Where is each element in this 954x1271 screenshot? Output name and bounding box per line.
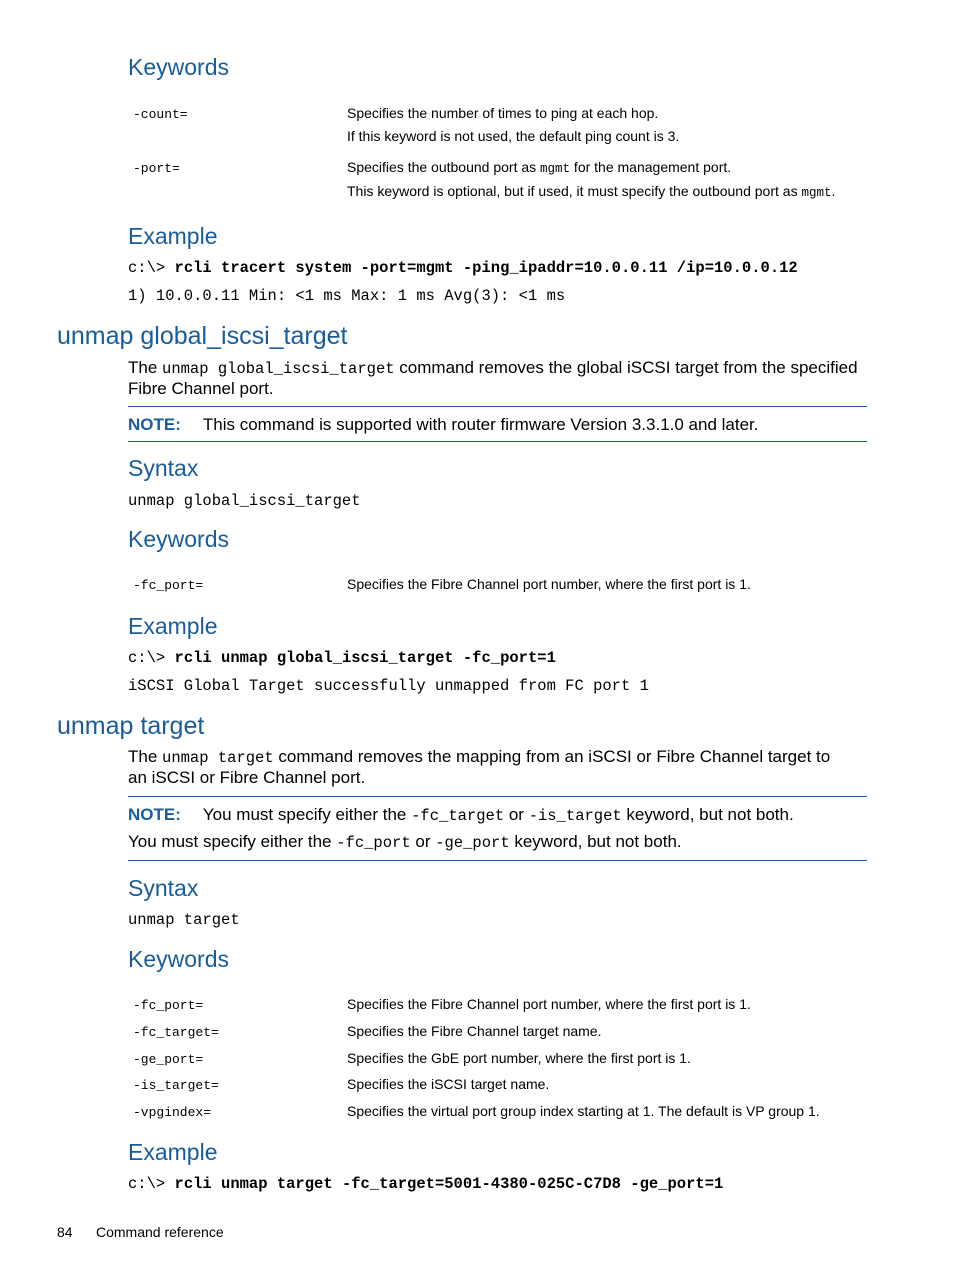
keyword-port: -port= xyxy=(133,161,180,176)
keyword-count-desc-line2: If this keyword is not used, the default ping count is 3. xyxy=(347,128,680,144)
keyword-is-target-desc: Specifies the iSCSI target name. xyxy=(347,1076,550,1092)
note-label: NOTE: xyxy=(128,415,181,434)
note-bottom-rule xyxy=(128,860,867,861)
section3-intro-line1: The unmap target command removes the mapping from an iSCSI or Fibre Channel target to xyxy=(128,747,831,767)
keyword-ge-port-desc: Specifies the GbE port number, where the first port is 1. xyxy=(347,1050,691,1066)
keywords-heading: Keywords xyxy=(128,54,229,80)
keyword-fc-port-desc: Specifies the Fibre Channel port number, where the first port is 1. xyxy=(347,576,751,592)
page-number: 84 xyxy=(57,1224,73,1240)
example-heading: Example xyxy=(128,1139,218,1165)
keywords-heading: Keywords xyxy=(128,946,229,972)
note-line2: You must specify either the -fc_port or -ge_port keyword, but not both. xyxy=(128,832,682,852)
note-top-rule xyxy=(128,796,867,797)
note-box xyxy=(128,416,759,433)
keyword-fc-port: -fc_port= xyxy=(133,578,204,593)
keyword-fc-target: -fc_target= xyxy=(133,1025,219,1040)
example-heading: Example xyxy=(128,613,218,639)
footer-section-name: Command reference xyxy=(96,1224,224,1240)
example-command: c:\> rcli tracert system -port=mgmt -ping_ipaddr=10.0.0.11 /ip=10.0.0.12 xyxy=(128,259,798,277)
example-output: iSCSI Global Target successfully unmapped from FC port 1 xyxy=(128,677,649,695)
syntax-heading: Syntax xyxy=(128,455,199,481)
note-top-rule xyxy=(128,406,867,407)
section2-intro-line1: The unmap global_iscsi_target command removes the global iSCSI target from the specified xyxy=(128,358,858,378)
example-output: 1) 10.0.0.11 Min: <1 ms Max: 1 ms Avg(3): <1 ms xyxy=(128,287,566,305)
example-command: c:\> rcli unmap target -fc_target=5001-4380-025C-C7D8 -ge_port=1 xyxy=(128,1175,724,1193)
syntax-line: unmap global_iscsi_target xyxy=(128,492,361,510)
keyword-count: -count= xyxy=(133,107,188,122)
note-text: This command is supported with router firmware Version 3.3.1.0 and later. xyxy=(202,415,759,434)
keyword-fc-port: -fc_port= xyxy=(133,998,204,1013)
note-bottom-rule xyxy=(128,441,867,442)
keyword-fc-target-desc: Specifies the Fibre Channel target name. xyxy=(347,1023,602,1039)
section3-intro-line2: an iSCSI or Fibre Channel port. xyxy=(128,768,366,787)
keyword-port-desc-line1: Specifies the outbound port as mgmt for the management port. xyxy=(347,159,732,176)
example-heading: Example xyxy=(128,223,218,249)
example-command: c:\> rcli unmap global_iscsi_target -fc_port=1 xyxy=(128,649,556,667)
keyword-count-desc-line1: Specifies the number of times to ping at each hop. xyxy=(347,105,659,121)
keywords-heading: Keywords xyxy=(128,526,229,552)
keyword-vpgindex-desc: Specifies the virtual port group index starting at 1. The default is VP group 1. xyxy=(347,1103,820,1119)
keyword-vpgindex: -vpgindex= xyxy=(133,1105,212,1120)
section-title-unmap-global-iscsi-target: unmap global_iscsi_target xyxy=(57,322,348,350)
note-line1: NOTE: You must specify either the -fc_target or -is_target keyword, but not both. xyxy=(128,805,794,825)
keyword-ge-port: -ge_port= xyxy=(133,1052,204,1067)
keyword-port-desc-line2: This keyword is optional, but if used, it must specify the outbound port as mgmt. xyxy=(347,183,836,200)
section-title-unmap-target: unmap target xyxy=(57,712,205,740)
keyword-fc-port-desc: Specifies the Fibre Channel port number, where the first port is 1. xyxy=(347,996,751,1012)
section2-intro-line2: Fibre Channel port. xyxy=(128,379,274,398)
note-label: NOTE: xyxy=(128,805,181,824)
keyword-is-target: -is_target= xyxy=(133,1078,219,1093)
syntax-heading: Syntax xyxy=(128,875,199,901)
syntax-line: unmap target xyxy=(128,911,240,929)
